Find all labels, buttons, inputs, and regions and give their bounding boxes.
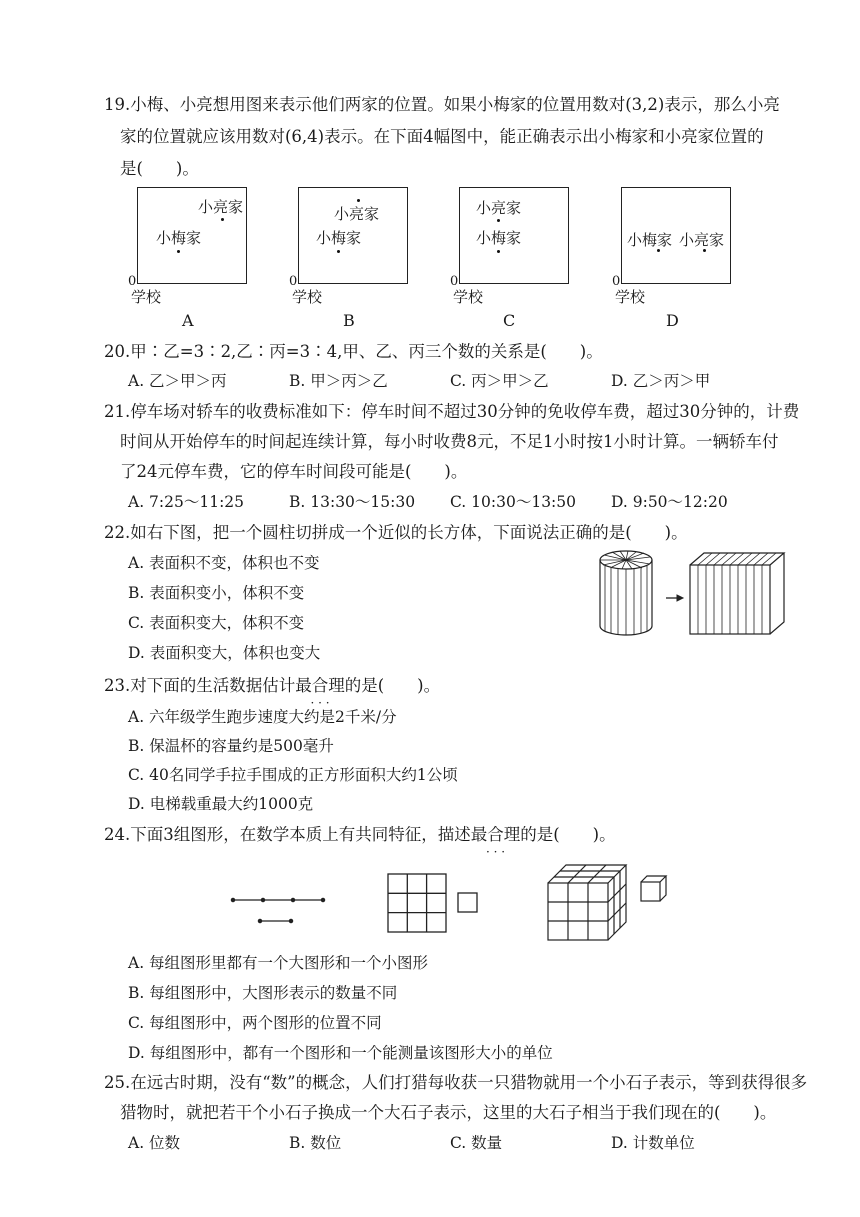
figure-caption: A [182, 311, 194, 330]
school-label: 学校 [131, 288, 162, 306]
q21-line-1: 21.停车场对轿车的收费标准如下：停车时间不超过30分钟的免收停车费，超过30分钟的，计费 [104, 402, 800, 421]
liang-home-dot [221, 218, 224, 221]
q22-option-b: B. 表面积变小，体积不变 [128, 584, 305, 602]
q24-stem [104, 825, 616, 845]
liang-home-dot [703, 249, 706, 252]
q22-stem: 22.如右下图，把一个圆柱切拼成一个近似的长方体，下面说法正确的是( )。 [104, 523, 688, 542]
q21-option-b: B. 13:30～15:30 [289, 493, 416, 511]
arrow-icon [666, 595, 683, 601]
squares-group [388, 874, 477, 932]
q22-option-a: A. 表面积不变，体积也不变 [128, 554, 320, 572]
liang-home-label: 小亮家 [679, 231, 725, 249]
q25-option-b: B. 数位 [289, 1134, 342, 1152]
cuboid-shape [690, 553, 784, 634]
q24-figures [225, 853, 675, 943]
liang-home-label: 小亮家 [334, 205, 380, 223]
q24-option-b: B. 每组图形中，大图形表示的数量不同 [128, 984, 398, 1002]
q24-stem-pre: 24.下面3组图形，在数学本质上有共同特征，描述 [104, 825, 471, 844]
q25-line-2: 猎物时，就把若干个小石子换成一个大石子表示，这里的大石子相当于我们现在的( )。 [120, 1103, 777, 1122]
q24-option-d: D. 每组图形中，都有一个图形和一个能测量该图形大小的单位 [128, 1044, 553, 1062]
q24-stem-post: 的是( )。 [520, 825, 616, 844]
q22-option-c: C. 表面积变大，体积不变 [128, 614, 305, 632]
q23-option-a: A. 六年级学生跑步速度大约是2千米/分 [128, 708, 397, 726]
mei-home-dot [337, 250, 340, 253]
origin-label: 0 [128, 274, 137, 289]
q24-stem-emphasis: 最合理 · · · [471, 825, 521, 844]
q23-stem-emphasis: 最合理 · · · [295, 676, 345, 695]
q24-option-a: A. 每组图形里都有一个大图形和一个小图形 [128, 954, 429, 972]
q20-option-b: B. 甲＞丙＞乙 [289, 372, 388, 390]
q21-option-c: C. 10:30～13:50 [450, 493, 576, 511]
q20-option-a: A. 乙＞甲＞丙 [128, 372, 227, 390]
figure-caption: C [503, 311, 516, 330]
origin-label: 0 [450, 274, 459, 289]
mei-home-dot [657, 249, 660, 252]
cylinder-to-cuboid-figure [596, 548, 786, 638]
origin-label: 0 [289, 274, 298, 289]
q21-line-2: 时间从开始停车的时间起连续计算，每小时收费8元，不足1小时按1小时计算。一辆轿车付 [120, 432, 779, 451]
q23-stem-post: 的是( )。 [344, 676, 441, 695]
q21-option-a: A. 7:25～11:25 [128, 493, 245, 511]
mei-home-label: 小梅家 [316, 229, 362, 247]
q23-option-b: B. 保温杯的容量约是500毫升 [128, 737, 334, 755]
q24-option-c: C. 每组图形中，两个图形的位置不同 [128, 1014, 382, 1032]
cylinder-shape [600, 551, 652, 635]
q25-line-1: 25.在远古时期，没有“数”的概念，人们打猎每收获一只猎物就用一个小石子表示，等到获得很多 [104, 1073, 808, 1092]
q23-option-d: D. 电梯载重最大约1000克 [128, 795, 314, 813]
figure-caption: B [343, 311, 355, 330]
mei-home-label: 小梅家 [476, 229, 522, 247]
school-label: 学校 [292, 288, 323, 306]
line-segments-group [231, 898, 324, 922]
mei-home-dot [177, 250, 180, 253]
cubes-group [548, 865, 666, 940]
q19-line-2: 家的位置就应该用数对(6,4)表示。在下面4幅图中，能正确表示出小梅家和小亮家位置的 [120, 127, 764, 146]
q23-stem [104, 676, 440, 696]
liang-home-label: 小亮家 [198, 198, 244, 216]
school-label: 学校 [615, 288, 646, 306]
q23-option-c: C. 40名同学手拉手围成的正方形面积大约1公顷 [128, 766, 458, 784]
q19-line-1: 19.小梅、小亮想用图来表示他们两家的位置。如果小梅家的位置用数对(3,2)表示，那么小亮 [104, 95, 780, 114]
liang-home-dot [357, 199, 360, 202]
mei-home-dot [497, 250, 500, 253]
liang-home-dot [497, 219, 500, 222]
q19-line-3: 是( )。 [120, 159, 199, 178]
q20-option-d: D. 乙＞丙＞甲 [611, 372, 711, 390]
figure-caption: D [666, 311, 679, 330]
q21-option-d: D. 9:50～12:20 [611, 493, 728, 511]
liang-home-label: 小亮家 [476, 199, 522, 217]
q20-stem: 20.甲∶乙=3∶2,乙∶丙=3∶4,甲、乙、丙三个数的关系是( )。 [104, 342, 603, 361]
q25-option-c: C. 数量 [450, 1134, 503, 1152]
q25-option-a: A. 位数 [128, 1134, 181, 1152]
q21-line-3: 了24元停车费，它的停车时间段可能是( )。 [120, 462, 468, 481]
q20-option-c: C. 丙＞甲＞乙 [450, 372, 549, 390]
origin-label: 0 [612, 274, 621, 289]
q23-stem-pre: 23.对下面的生活数据估计 [104, 676, 296, 695]
mei-home-label: 小梅家 [627, 231, 673, 249]
mei-home-label: 小梅家 [156, 229, 202, 247]
school-label: 学校 [453, 288, 484, 306]
q22-option-d: D. 表面积变大，体积也变大 [128, 644, 321, 662]
q25-option-d: D. 计数单位 [611, 1134, 695, 1152]
